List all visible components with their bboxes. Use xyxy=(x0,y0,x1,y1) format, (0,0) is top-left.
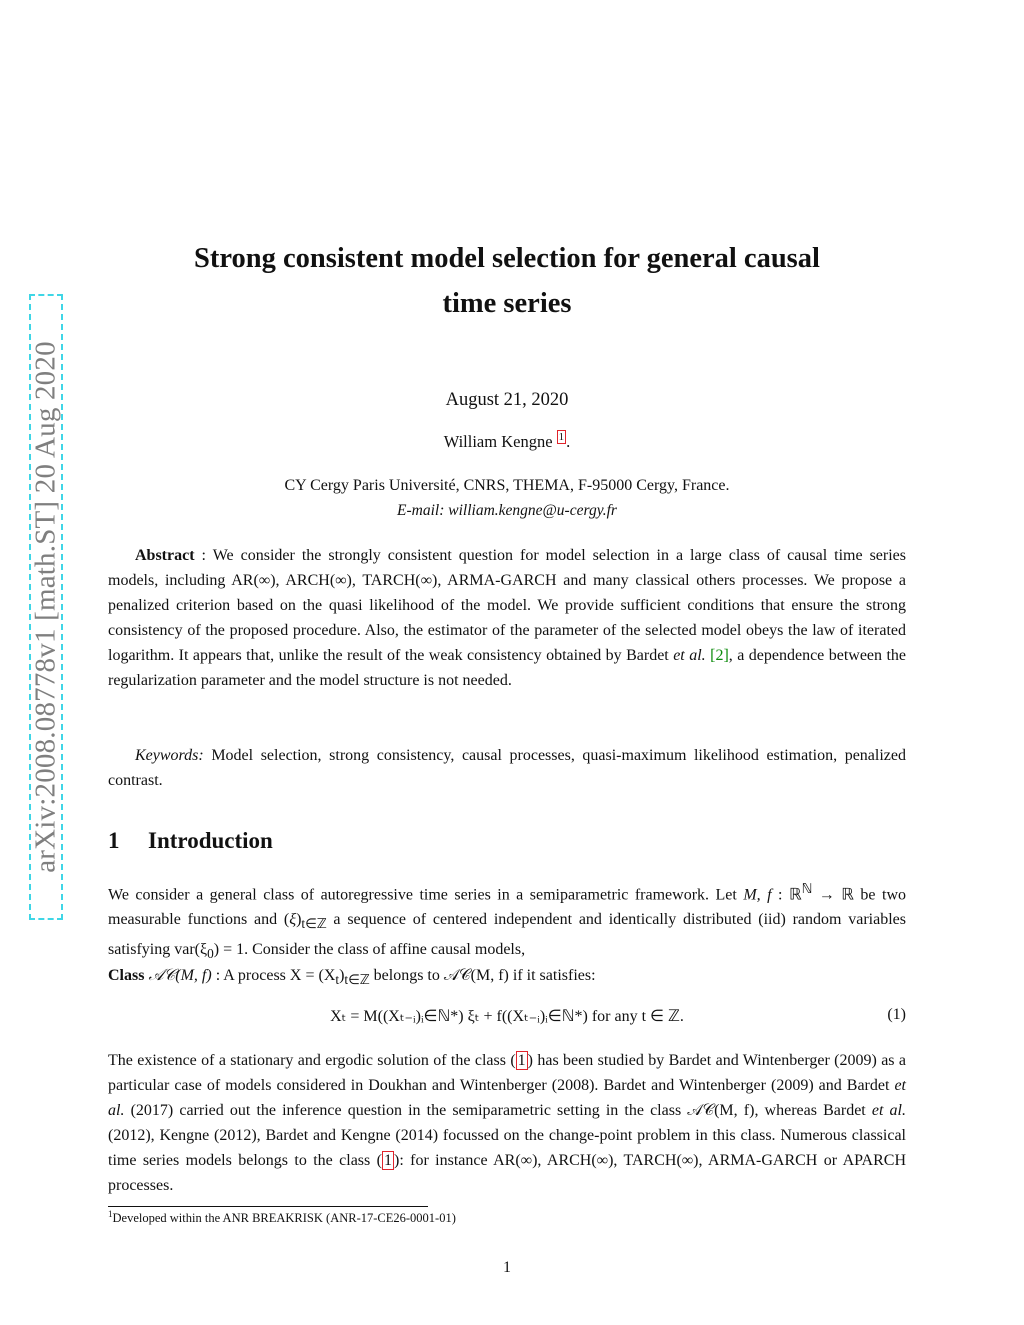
intro-p1-f: ) = 1. Consider the class of affine causal models, xyxy=(213,940,526,958)
author-name: William Kengne xyxy=(443,432,553,451)
class-sub: t xyxy=(335,972,340,988)
email-label: E-mail: xyxy=(397,502,445,519)
equation-1 xyxy=(108,1006,906,1032)
keywords-label: Keywords: xyxy=(135,747,204,764)
abstract-colon: : xyxy=(194,547,213,564)
title-line-2: time series xyxy=(442,288,572,319)
keywords xyxy=(108,743,906,793)
email-line xyxy=(108,502,906,520)
intro-p1-sub0: 0 xyxy=(207,945,214,961)
section-title: Introduction xyxy=(148,828,273,853)
section-heading xyxy=(108,828,273,854)
class-text-2: ) xyxy=(339,967,345,984)
intro-p1-xi: ξ xyxy=(289,911,297,929)
intro-p1-c: → ℝ be two measurable functions and ( xyxy=(108,886,906,929)
intro-p1-math: M, f xyxy=(743,886,772,904)
footnote-link[interactable]: 1 xyxy=(558,431,565,443)
abstract-etal: et al. xyxy=(673,647,706,664)
abstract xyxy=(108,543,906,693)
intro-p2-a: The existence of a stationary and ergodic solution of the class ( xyxy=(108,1052,516,1069)
abstract-label: Abstract xyxy=(135,547,195,564)
equation-ref-link[interactable]: 1 xyxy=(383,1152,392,1169)
footnote-mark: 1 xyxy=(108,1209,113,1219)
page-number: 1 xyxy=(503,1259,511,1276)
equation-expression: Xₜ = M((Xₜ₋ᵢ)ᵢ∈ℕ*) ξₜ + f((Xₜ₋ᵢ)ᵢ∈ℕ*) for any t ∈ ℤ. xyxy=(330,1008,684,1025)
arxiv-id[interactable]: arXiv:2008.08778v1 [math.ST] 20 Aug 2020 xyxy=(29,341,62,873)
keywords-text: Model selection, strong consistency, causal processes, quasi-maximum likelihood estimation, penalized contrast. xyxy=(108,747,907,789)
class-definition xyxy=(108,963,906,992)
class-name: 𝒜𝒞(M, f) xyxy=(148,967,212,984)
email-address: william.kengne@u-cergy.fr xyxy=(448,502,617,519)
author-line xyxy=(108,432,906,452)
intro-paragraph-1 xyxy=(108,876,906,966)
equation-number: (1) xyxy=(887,1006,906,1023)
intro-paragraph-2 xyxy=(108,1048,906,1198)
class-sub-2: t∈ℤ xyxy=(344,972,370,988)
footnote-rule xyxy=(108,1206,428,1207)
footnote-text: Developed within the ANR BREAKRISK (ANR-17-CE26-0001-01) xyxy=(112,1211,456,1226)
paper-title xyxy=(108,236,906,326)
author-trail: . xyxy=(566,432,571,451)
class-text: : A process X = (X xyxy=(211,967,336,984)
intro-p2-c: (2017) carried out the inference question in the semiparametric setting in the class 𝒜𝒞(M, f), whereas Bardet xyxy=(124,1102,872,1119)
footnote xyxy=(108,1209,456,1226)
intro-p1-e: a sequence of centered independent and identically distributed (iid) random variables satisfying var(ξ xyxy=(108,911,906,958)
class-label: Class xyxy=(108,967,145,984)
abstract-text-b: , a dependence between the regularization parameter and the model structure is not needed. xyxy=(108,647,907,689)
intro-p1-b: : ℝ xyxy=(771,886,802,904)
intro-p1-sup: ℕ xyxy=(801,881,813,896)
section-number: 1 xyxy=(108,828,120,853)
citation-link[interactable]: [2] xyxy=(710,647,729,664)
intro-p1-a: We consider a general class of autoregressive time series in a semiparametric framework. Let xyxy=(108,886,744,904)
intro-p2-b: ) has been studied by Bardet and Wintenberger (2009) as a particular case of models considered in Doukhan and Wintenberger (2008). Bardet and Wintenberger (2009) and Bardet xyxy=(108,1052,907,1094)
equation-ref-link[interactable]: 1 xyxy=(517,1052,526,1069)
abstract-text-a: We consider the strongly consistent question for model selection in a large class of causal time series models, including AR(∞), ARCH(∞), TARCH(∞), ARMA-GARCH and many classical others processes. We propose a penalized criterion based on the quasi likelihood of the model. We provide sufficient conditions that ensure the strong consistency of the proposed procedure. Also, the estimator of the parameter of the selected model obeys the law of iterated logarithm. It appears that, unlike the result of the weak consistency obtained by Bardet xyxy=(108,547,906,664)
paper-date: August 21, 2020 xyxy=(445,390,569,410)
intro-p1-sub: t∈ℤ xyxy=(301,916,327,932)
class-text-3: belongs to 𝒜𝒞(M, f) if it satisfies: xyxy=(369,967,596,984)
intro-p2-etal-1: et al. xyxy=(108,1077,906,1119)
intro-p1-d: ) xyxy=(296,911,302,929)
title-line-1: Strong consistent model selection for general causal xyxy=(194,243,820,274)
affiliation: CY Cergy Paris Université, CNRS, THEMA, F-95000 Cergy, France. xyxy=(284,477,730,494)
arxiv-sidebar xyxy=(29,294,63,920)
intro-p2-etal-2: et al. xyxy=(871,1102,906,1119)
intro-p2-d: (2012), Kengne (2012), Bardet and Kengne (2014) focussed on the change-point problem in this class. Numerous classical time series models belongs to the class ( xyxy=(108,1127,906,1169)
intro-p2-e: ): for instance AR(∞), ARCH(∞), TARCH(∞), ARMA-GARCH or APARCH processes. xyxy=(108,1152,907,1194)
